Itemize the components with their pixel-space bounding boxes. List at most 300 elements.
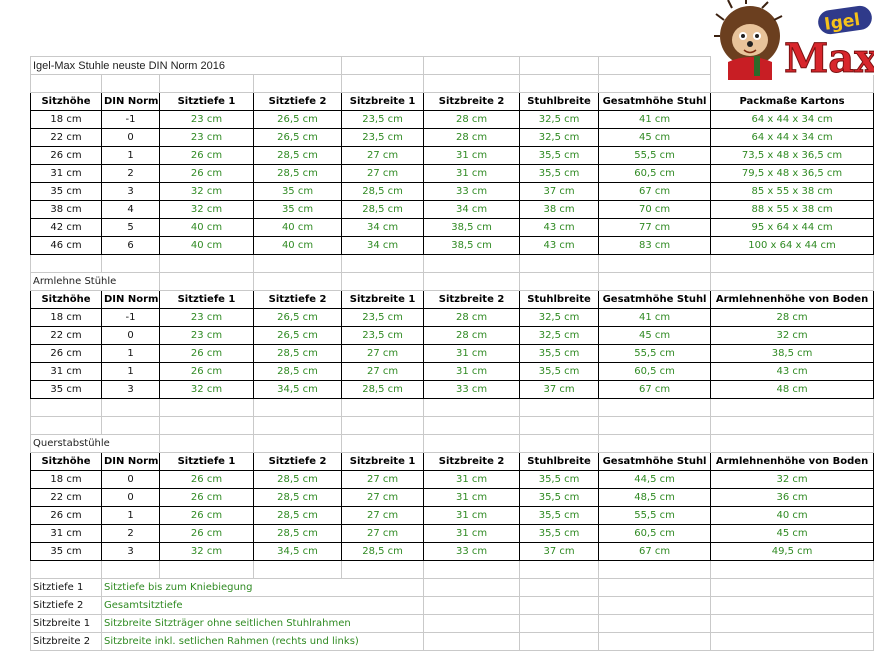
table-cell: 26 cm: [160, 471, 254, 489]
table-cell: 38,5 cm: [711, 345, 874, 363]
empty-cell: [520, 273, 599, 291]
section-title: Armlehne Stühle: [31, 273, 160, 291]
table-cell: 31 cm: [31, 165, 102, 183]
empty-cell: [254, 399, 342, 417]
legend-definition: Sitzbreite inkl. setlichen Rahmen (rechts und links): [102, 633, 424, 651]
table-cell: 55,5 cm: [599, 147, 711, 165]
table-cell: 28,5 cm: [342, 183, 424, 201]
empty-cell: [424, 57, 520, 75]
empty-cell: [254, 255, 342, 273]
table-cell: 1: [102, 363, 160, 381]
empty-cell: [424, 399, 520, 417]
empty-cell: [711, 615, 874, 633]
empty-cell: [599, 273, 711, 291]
table-row: [31, 525, 874, 543]
table-cell: 18 cm: [31, 111, 102, 129]
legend-definition: Gesamtsitztiefe: [102, 597, 424, 615]
section-title: Querstabstühle: [31, 435, 160, 453]
empty-cell: [342, 75, 424, 93]
empty-row: [31, 561, 874, 579]
table-cell: 0: [102, 489, 160, 507]
table-cell: 28 cm: [424, 327, 520, 345]
column-header: Sitztiefe 2: [254, 93, 342, 111]
table-cell: 35,5 cm: [520, 147, 599, 165]
table-cell: 27 cm: [342, 363, 424, 381]
table-cell: 26 cm: [31, 147, 102, 165]
table-cell: 35,5 cm: [520, 165, 599, 183]
table-cell: 64 x 44 x 34 cm: [711, 129, 874, 147]
empty-cell: [31, 399, 102, 417]
table-cell: 35,5 cm: [520, 471, 599, 489]
table-cell: 31 cm: [424, 345, 520, 363]
table-cell: 38,5 cm: [424, 237, 520, 255]
table-cell: 83 cm: [599, 237, 711, 255]
table-cell: 26 cm: [160, 147, 254, 165]
column-header: Sitztiefe 2: [254, 453, 342, 471]
empty-cell: [599, 399, 711, 417]
empty-cell: [711, 273, 874, 291]
table-cell: 45 cm: [599, 327, 711, 345]
table-cell: 37 cm: [520, 543, 599, 561]
table-row: [31, 327, 874, 345]
table-row: [31, 543, 874, 561]
table-row: [31, 147, 874, 165]
legend-term: Sitztiefe 2: [31, 597, 102, 615]
empty-cell: [711, 75, 874, 93]
empty-cell: [711, 57, 874, 75]
table-row: [31, 363, 874, 381]
empty-cell: [599, 633, 711, 651]
empty-cell: [342, 399, 424, 417]
table-cell: 26 cm: [160, 489, 254, 507]
column-header: Sitzbreite 1: [342, 453, 424, 471]
empty-cell: [711, 633, 874, 651]
table-cell: 22 cm: [31, 489, 102, 507]
table-cell: 4: [102, 201, 160, 219]
table-cell: 34,5 cm: [254, 381, 342, 399]
legend-term: Sitztiefe 1: [31, 579, 102, 597]
table-cell: 34 cm: [342, 219, 424, 237]
header-row: [31, 93, 874, 111]
table-cell: 38 cm: [31, 201, 102, 219]
chair-table: [30, 56, 874, 651]
empty-cell: [599, 417, 711, 435]
table-cell: 26 cm: [160, 345, 254, 363]
table-cell: 28,5 cm: [254, 489, 342, 507]
table-cell: 46 cm: [31, 237, 102, 255]
svg-text:Igel: Igel: [823, 10, 862, 35]
table-row: [31, 219, 874, 237]
table-cell: 32,5 cm: [520, 309, 599, 327]
table-cell: 35 cm: [31, 183, 102, 201]
empty-cell: [31, 417, 102, 435]
table-cell: 55,5 cm: [599, 507, 711, 525]
table-cell: 6: [102, 237, 160, 255]
empty-cell: [599, 597, 711, 615]
table-cell: 2: [102, 525, 160, 543]
title-row: [31, 57, 874, 75]
empty-cell: [342, 255, 424, 273]
column-header: Sitzhöhe: [31, 93, 102, 111]
table-cell: 18 cm: [31, 309, 102, 327]
empty-row: [31, 399, 874, 417]
table-cell: 23 cm: [160, 111, 254, 129]
table-cell: 45 cm: [711, 525, 874, 543]
empty-cell: [424, 633, 520, 651]
table-cell: 37 cm: [520, 381, 599, 399]
empty-cell: [520, 633, 599, 651]
empty-cell: [424, 597, 520, 615]
empty-cell: [520, 399, 599, 417]
column-header: DIN Norm: [102, 291, 160, 309]
column-header: Sitztiefe 2: [254, 291, 342, 309]
empty-cell: [520, 597, 599, 615]
empty-cell: [520, 417, 599, 435]
column-header: Sitzbreite 1: [342, 291, 424, 309]
table-cell: 26,5 cm: [254, 129, 342, 147]
table-cell: 40 cm: [711, 507, 874, 525]
table-cell: 28,5 cm: [254, 471, 342, 489]
table-row: [31, 471, 874, 489]
table-cell: 27 cm: [342, 471, 424, 489]
table-cell: 48 cm: [711, 381, 874, 399]
table-cell: 35,5 cm: [520, 363, 599, 381]
table-cell: 18 cm: [31, 471, 102, 489]
empty-cell: [254, 435, 342, 453]
table-cell: 28,5 cm: [254, 525, 342, 543]
table-row: [31, 183, 874, 201]
empty-cell: [711, 435, 874, 453]
empty-cell: [31, 255, 102, 273]
table-cell: 36 cm: [711, 489, 874, 507]
table-cell: 31 cm: [424, 489, 520, 507]
table-cell: 32 cm: [711, 327, 874, 345]
table-cell: 32,5 cm: [520, 327, 599, 345]
table-cell: 26 cm: [160, 363, 254, 381]
empty-cell: [599, 615, 711, 633]
legend-definition: Sitzbreite Sitzträger ohne seitlichen Stuhlrahmen: [102, 615, 424, 633]
table-cell: 23,5 cm: [342, 309, 424, 327]
empty-cell: [599, 579, 711, 597]
table-cell: 23 cm: [160, 309, 254, 327]
empty-cell: [520, 75, 599, 93]
table-cell: 34 cm: [424, 201, 520, 219]
legend-definition: Sitztiefe bis zum Kniebiegung: [102, 579, 424, 597]
table-cell: 35 cm: [31, 543, 102, 561]
table-cell: 32 cm: [160, 183, 254, 201]
table-cell: 32 cm: [160, 201, 254, 219]
empty-cell: [160, 399, 254, 417]
empty-cell: [711, 561, 874, 579]
table-cell: 28 cm: [424, 309, 520, 327]
table-cell: 1: [102, 345, 160, 363]
table-cell: 26 cm: [31, 507, 102, 525]
table-cell: 26,5 cm: [254, 327, 342, 345]
table-cell: 37 cm: [520, 183, 599, 201]
empty-cell: [599, 435, 711, 453]
table-cell: 1: [102, 507, 160, 525]
page-title: Igel-Max Stuhle neuste DIN Norm 2016: [31, 57, 342, 75]
column-header: Gesatmhöhe Stuhl: [599, 291, 711, 309]
table-cell: 35,5 cm: [520, 525, 599, 543]
header-row: [31, 453, 874, 471]
table-cell: 3: [102, 543, 160, 561]
empty-cell: [342, 561, 424, 579]
empty-cell: [254, 75, 342, 93]
table-row: [31, 489, 874, 507]
table-cell: 26 cm: [160, 525, 254, 543]
table-cell: 85 x 55 x 38 cm: [711, 183, 874, 201]
table-cell: 100 x 64 x 44 cm: [711, 237, 874, 255]
legend-row: [31, 633, 874, 651]
table-cell: 73,5 x 48 x 36,5 cm: [711, 147, 874, 165]
table-cell: 27 cm: [342, 165, 424, 183]
empty-cell: [599, 57, 711, 75]
section-row: [31, 273, 874, 291]
table-cell: 23 cm: [160, 129, 254, 147]
table-cell: 28,5 cm: [254, 363, 342, 381]
empty-row: [31, 417, 874, 435]
table-cell: 35,5 cm: [520, 507, 599, 525]
empty-cell: [711, 579, 874, 597]
column-header: DIN Norm: [102, 453, 160, 471]
table-cell: 35,5 cm: [520, 345, 599, 363]
table-cell: 64 x 44 x 34 cm: [711, 111, 874, 129]
empty-cell: [424, 435, 520, 453]
table-cell: 33 cm: [424, 381, 520, 399]
empty-cell: [342, 57, 424, 75]
table-row: [31, 237, 874, 255]
table-row: [31, 345, 874, 363]
table-row: [31, 165, 874, 183]
table-cell: 26,5 cm: [254, 309, 342, 327]
table-cell: 0: [102, 471, 160, 489]
table-row: [31, 111, 874, 129]
table-cell: 27 cm: [342, 525, 424, 543]
table-cell: 31 cm: [424, 507, 520, 525]
legend-row: [31, 597, 874, 615]
table-cell: 40 cm: [254, 219, 342, 237]
table-cell: 67 cm: [599, 381, 711, 399]
table-cell: 40 cm: [160, 219, 254, 237]
table-cell: 35,5 cm: [520, 489, 599, 507]
empty-cell: [424, 579, 520, 597]
table-cell: 26 cm: [31, 345, 102, 363]
table-cell: 26,5 cm: [254, 111, 342, 129]
header-row: [31, 291, 874, 309]
table-row: [31, 129, 874, 147]
table-cell: 0: [102, 129, 160, 147]
empty-cell: [342, 273, 424, 291]
table-cell: 60,5 cm: [599, 363, 711, 381]
column-header: Packmaße Kartons: [711, 93, 874, 111]
table-cell: 88 x 55 x 38 cm: [711, 201, 874, 219]
table-cell: 23 cm: [160, 327, 254, 345]
table-cell: 26 cm: [160, 165, 254, 183]
column-header: Sitzbreite 2: [424, 93, 520, 111]
column-header: Sitzhöhe: [31, 291, 102, 309]
table-cell: 28,5 cm: [254, 147, 342, 165]
table-row: [31, 309, 874, 327]
table-cell: 38,5 cm: [424, 219, 520, 237]
table-cell: 27 cm: [342, 147, 424, 165]
empty-row: [31, 75, 874, 93]
table-cell: 31 cm: [424, 147, 520, 165]
empty-cell: [160, 255, 254, 273]
table-cell: 28 cm: [711, 309, 874, 327]
table-cell: 43 cm: [711, 363, 874, 381]
table-cell: 23,5 cm: [342, 129, 424, 147]
table-cell: 27 cm: [342, 345, 424, 363]
table-cell: 41 cm: [599, 111, 711, 129]
empty-cell: [424, 561, 520, 579]
table-cell: 3: [102, 183, 160, 201]
empty-cell: [31, 75, 102, 93]
empty-cell: [520, 255, 599, 273]
column-header: Gesatmhöhe Stuhl: [599, 453, 711, 471]
table-cell: 5: [102, 219, 160, 237]
empty-cell: [102, 255, 160, 273]
empty-cell: [424, 255, 520, 273]
empty-cell: [520, 57, 599, 75]
column-header: DIN Norm: [102, 93, 160, 111]
empty-cell: [254, 561, 342, 579]
table-cell: 27 cm: [342, 489, 424, 507]
empty-cell: [160, 273, 254, 291]
table-cell: 22 cm: [31, 327, 102, 345]
table-cell: 60,5 cm: [599, 525, 711, 543]
empty-cell: [254, 417, 342, 435]
table-cell: 26 cm: [160, 507, 254, 525]
table-cell: 31 cm: [424, 471, 520, 489]
column-header: Sitztiefe 1: [160, 453, 254, 471]
table-cell: 43 cm: [520, 219, 599, 237]
table-cell: 27 cm: [342, 507, 424, 525]
empty-cell: [599, 561, 711, 579]
legend-term: Sitzbreite 1: [31, 615, 102, 633]
table-cell: 67 cm: [599, 183, 711, 201]
empty-cell: [102, 399, 160, 417]
table-cell: 22 cm: [31, 129, 102, 147]
table-cell: 41 cm: [599, 309, 711, 327]
empty-cell: [342, 435, 424, 453]
svg-text:Max: Max: [784, 35, 874, 80]
empty-cell: [160, 435, 254, 453]
table-cell: 28,5 cm: [342, 201, 424, 219]
empty-cell: [711, 597, 874, 615]
table-cell: 44,5 cm: [599, 471, 711, 489]
table-cell: 32 cm: [160, 543, 254, 561]
empty-cell: [711, 417, 874, 435]
table-row: [31, 381, 874, 399]
column-header: Sitzbreite 2: [424, 291, 520, 309]
table-cell: 32,5 cm: [520, 129, 599, 147]
table-cell: 38 cm: [520, 201, 599, 219]
table-cell: 28 cm: [424, 111, 520, 129]
empty-cell: [599, 255, 711, 273]
table-cell: 35 cm: [254, 183, 342, 201]
legend-row: [31, 579, 874, 597]
table-cell: 1: [102, 147, 160, 165]
table-cell: 33 cm: [424, 543, 520, 561]
table-cell: 48,5 cm: [599, 489, 711, 507]
table-cell: 79,5 x 48 x 36,5 cm: [711, 165, 874, 183]
table-cell: 3: [102, 381, 160, 399]
table-cell: 23,5 cm: [342, 111, 424, 129]
table-row: [31, 201, 874, 219]
table-cell: 28,5 cm: [254, 165, 342, 183]
table-cell: 60,5 cm: [599, 165, 711, 183]
table-cell: 95 x 64 x 44 cm: [711, 219, 874, 237]
legend-term: Sitzbreite 2: [31, 633, 102, 651]
empty-row: [31, 255, 874, 273]
empty-cell: [160, 561, 254, 579]
empty-cell: [160, 75, 254, 93]
table-cell: 2: [102, 165, 160, 183]
empty-cell: [424, 417, 520, 435]
empty-cell: [424, 273, 520, 291]
column-header: Stuhlbreite: [520, 93, 599, 111]
table-cell: 34 cm: [342, 237, 424, 255]
table-cell: 32,5 cm: [520, 111, 599, 129]
empty-cell: [520, 561, 599, 579]
column-header: Gesatmhöhe Stuhl: [599, 93, 711, 111]
table-cell: 33 cm: [424, 183, 520, 201]
table-cell: -1: [102, 111, 160, 129]
table-cell: 70 cm: [599, 201, 711, 219]
table-cell: -1: [102, 309, 160, 327]
empty-cell: [102, 75, 160, 93]
table-cell: 28,5 cm: [342, 543, 424, 561]
empty-cell: [711, 255, 874, 273]
table-cell: 45 cm: [599, 129, 711, 147]
table-cell: 77 cm: [599, 219, 711, 237]
table-cell: 31 cm: [424, 165, 520, 183]
table-cell: 31 cm: [424, 525, 520, 543]
column-header: Stuhlbreite: [520, 453, 599, 471]
empty-cell: [102, 561, 160, 579]
empty-cell: [31, 561, 102, 579]
table-cell: 0: [102, 327, 160, 345]
empty-cell: [160, 417, 254, 435]
empty-cell: [520, 579, 599, 597]
table-cell: 34,5 cm: [254, 543, 342, 561]
table-cell: 32 cm: [711, 471, 874, 489]
table-cell: 35 cm: [254, 201, 342, 219]
empty-cell: [424, 75, 520, 93]
column-header: Armlehnenhöhe von Boden: [711, 291, 874, 309]
table-cell: 43 cm: [520, 237, 599, 255]
table-cell: 42 cm: [31, 219, 102, 237]
table-cell: 31 cm: [31, 363, 102, 381]
legend-row: [31, 615, 874, 633]
empty-cell: [342, 417, 424, 435]
column-header: Sitztiefe 1: [160, 93, 254, 111]
table-row: [31, 507, 874, 525]
table-cell: 40 cm: [254, 237, 342, 255]
empty-cell: [520, 615, 599, 633]
table-cell: 40 cm: [160, 237, 254, 255]
table-cell: 28,5 cm: [254, 345, 342, 363]
table-cell: 28 cm: [424, 129, 520, 147]
table-cell: 55,5 cm: [599, 345, 711, 363]
empty-cell: [711, 399, 874, 417]
table-cell: 28,5 cm: [254, 507, 342, 525]
empty-cell: [254, 273, 342, 291]
table-cell: 28,5 cm: [342, 381, 424, 399]
empty-cell: [599, 75, 711, 93]
empty-cell: [424, 615, 520, 633]
